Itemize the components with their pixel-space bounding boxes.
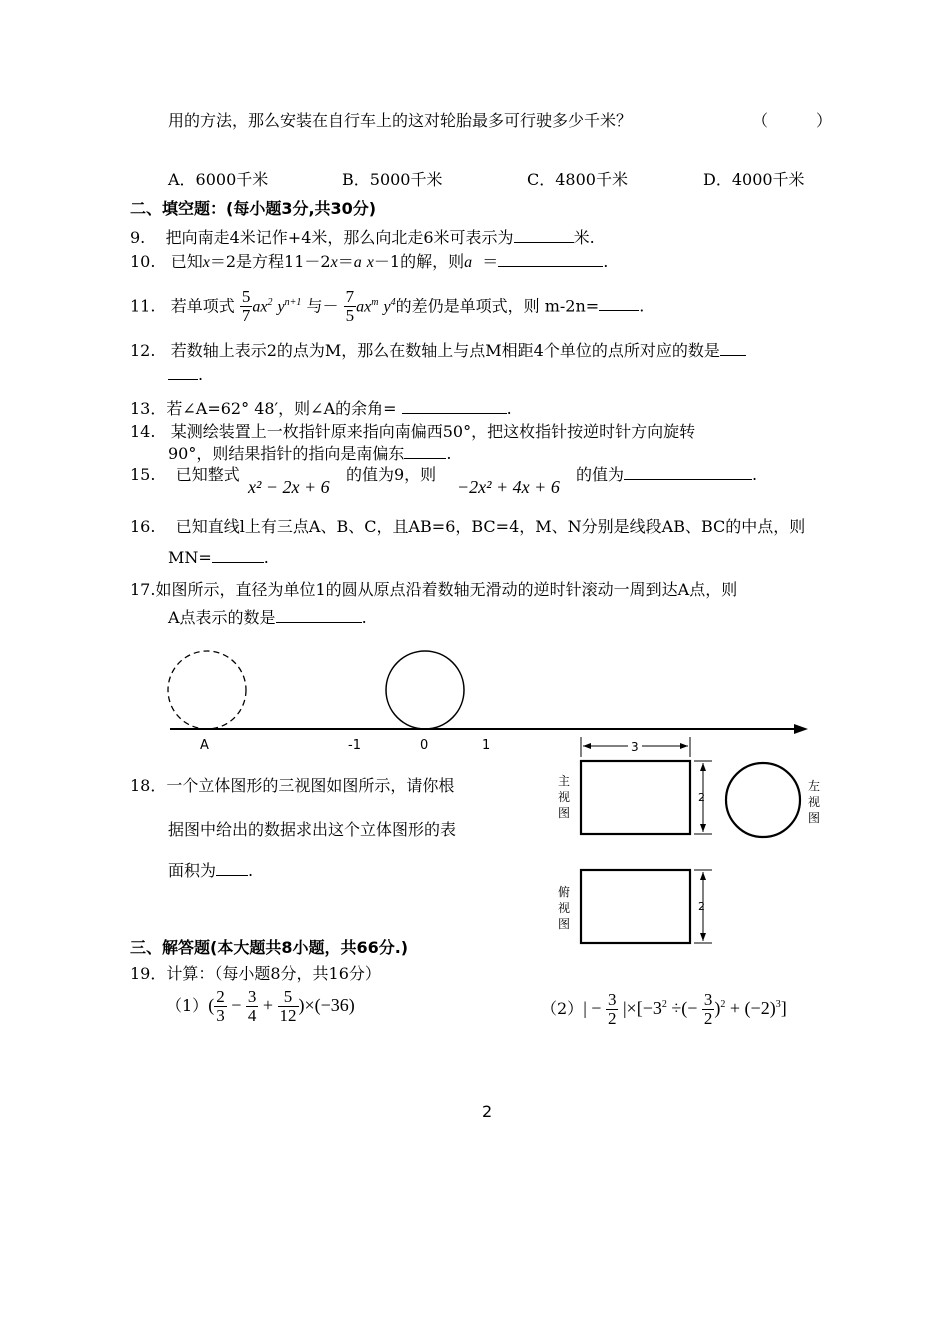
page-number: 2 bbox=[482, 1102, 493, 1121]
q14-number: 14. bbox=[130, 422, 156, 441]
q16-line-1: 已知直线l上有三点A、B、C，且AB=6，BC=4，M、N分别是线段AB、BC的中点，则 bbox=[175, 517, 806, 536]
left-view-label: 左视图 bbox=[808, 779, 821, 825]
q10-var-x: x bbox=[202, 254, 210, 271]
q13-number: 13． bbox=[130, 399, 167, 418]
q18-line-3: 面积为 bbox=[168, 861, 217, 880]
q15-number: 15. bbox=[130, 465, 156, 484]
dim-h2-arrow-top bbox=[700, 872, 706, 880]
q13-text: 若∠A=62° 48′，则∠A的余角= bbox=[166, 399, 402, 418]
q12-text: 若数轴上表示2的点为M，那么在数轴上与点M相距4个单位的点所对应的数是 bbox=[170, 341, 720, 360]
dim-width-arrow-right bbox=[680, 743, 688, 749]
q15-text-2: 的值为9，则 bbox=[346, 465, 437, 484]
q10-var-x3: x bbox=[366, 254, 374, 271]
dim-h2-arrow-bottom bbox=[700, 933, 706, 941]
q10-text-5: ＝ bbox=[482, 252, 499, 271]
q9-text: 把向南走4米记作+4米，那么向北走6米可表示为 bbox=[165, 228, 514, 247]
q18-line-3-row: 面积为 . bbox=[168, 861, 254, 880]
q10-var-a: a bbox=[353, 254, 362, 271]
question-12 bbox=[130, 338, 746, 361]
q19-number: 19． bbox=[130, 964, 167, 983]
q12-blank-b[interactable] bbox=[168, 378, 198, 380]
q10-var-a2: a bbox=[464, 254, 473, 271]
q11-f1-num: 5 bbox=[241, 287, 251, 307]
question-14 bbox=[130, 419, 695, 442]
three-views-figure bbox=[550, 735, 850, 950]
q15-text-1: 已知整式 bbox=[175, 465, 240, 484]
question-13: 13．若∠A=62° 48′，则∠A的余角= . bbox=[130, 399, 512, 418]
frac-5-12: $\frac{5}{12}$ bbox=[279, 987, 297, 1026]
q12-number: 12. bbox=[130, 341, 156, 360]
q19-part-2: （2）| − $\frac{3}{2}$ $|\times[-3^2$ ÷(− $\frac{3}{2}$ )$^2 + (-2)^3$] bbox=[541, 990, 787, 1029]
axis-label-neg1: -1 bbox=[348, 738, 361, 753]
frac-2-3: $\frac{2}{3}$ bbox=[216, 987, 225, 1026]
q14-line-1: 某测绘装置上一枚指针原来指向南偏西50°，把这枚指针按逆时针方向旋转 bbox=[170, 422, 696, 441]
frac-3-2-a: $\frac{3}{2}$ bbox=[607, 990, 617, 1029]
q19-text: 计算：（每小题8分，共16分） bbox=[166, 964, 381, 983]
q12-blank-line: . bbox=[168, 365, 203, 384]
dim-h1-label: 2 bbox=[698, 791, 705, 804]
q11-f2-num: 7 bbox=[345, 287, 355, 307]
dim-h1-arrow-bottom bbox=[700, 824, 706, 832]
q18-number: 18． bbox=[130, 776, 167, 795]
q16-number: 16. bbox=[130, 517, 156, 536]
question-9 bbox=[130, 225, 595, 248]
q16-blank[interactable] bbox=[212, 561, 264, 563]
q11-number: 11. bbox=[130, 296, 156, 316]
left-view-circle bbox=[726, 763, 800, 837]
q10-text-2: ＝2是方程11－2 bbox=[209, 252, 331, 271]
q15-expr-1: x² − 2x + 6 bbox=[248, 477, 330, 497]
question-10: 10. 已知x＝2是方程11－2x＝a x－1的解，则a ＝ . bbox=[130, 252, 609, 271]
frac-3-4: $\frac{3}{4}$ bbox=[247, 987, 257, 1026]
top-view-label: 俯视图 bbox=[558, 885, 571, 931]
dim-h2-label: 2 bbox=[698, 900, 705, 913]
q8-answer-paren: （ ） bbox=[752, 111, 833, 130]
question-11: 11. 若单项式 $\frac{5}{7}$ $ax^2$ $y^{n+1}$ 与－ $\frac{7}{5}$ $ax^m$ $y^4$的差仍是单项式，则 m-2n= . bbox=[130, 287, 645, 326]
axis-label-a: A bbox=[200, 738, 209, 753]
q14-line-2: 90°，则结果指针的指向是南偏东 bbox=[168, 444, 405, 463]
q17-number: 17. bbox=[130, 580, 156, 599]
q8-option-a: A．6000千米 bbox=[168, 170, 269, 189]
axis-label-0: 0 bbox=[420, 738, 429, 753]
q16-line-2-row: MN= . bbox=[168, 548, 269, 567]
q11-blank[interactable] bbox=[599, 309, 639, 311]
question-16 bbox=[130, 514, 805, 537]
question-17 bbox=[130, 577, 737, 600]
q8-option-d: D．4000千米 bbox=[703, 170, 805, 189]
q11-text-2: 与－ bbox=[306, 296, 339, 316]
q11-text-3: 的差仍是单项式，则 m-2n= bbox=[395, 296, 600, 316]
q17-line-1: 如图所示，直径为单位1的圆从原点沿着数轴无滑动的逆时针滚动一周到达A点，则 bbox=[155, 580, 738, 599]
q11-term-ax: ax bbox=[252, 298, 268, 316]
q9-blank[interactable] bbox=[514, 241, 574, 243]
q18-line-2: 据图中给出的数据求出这个立体图形的表 bbox=[168, 820, 457, 839]
q11-exp-4: 4 bbox=[390, 297, 396, 308]
q11-text-1: 若单项式 bbox=[170, 296, 235, 316]
dim-h1-arrow-top bbox=[700, 763, 706, 771]
front-view-rect bbox=[581, 761, 690, 834]
solid-circle bbox=[386, 651, 464, 729]
q17-line-2: A点表示的数是 bbox=[168, 608, 276, 627]
q18-blank[interactable] bbox=[216, 874, 248, 876]
q11-exp-3: m bbox=[371, 297, 379, 308]
q11-exp-2: n+1 bbox=[284, 297, 302, 308]
q14-line-2-row: 90°，则结果指针的指向是南偏东 . bbox=[168, 444, 452, 463]
q10-text-1: 已知 bbox=[170, 252, 203, 271]
q11-fraction-1 bbox=[240, 288, 253, 325]
question-18 bbox=[130, 773, 454, 796]
section-2-heading: 二、填空题：(每小题3分,共30分) bbox=[130, 199, 377, 218]
q8-option-b: B．5000千米 bbox=[342, 170, 443, 189]
front-view-label: 主视图 bbox=[558, 774, 571, 820]
axis-label-1: 1 bbox=[482, 738, 491, 753]
q10-text-4: －1的解，则 bbox=[373, 252, 465, 271]
q10-text-3: ＝ bbox=[337, 252, 354, 271]
dashed-circle bbox=[168, 651, 246, 729]
q18-line-1: 一个立体图形的三视图如图所示，请你根 bbox=[166, 776, 455, 795]
q8-option-c: C．4800千米 bbox=[527, 170, 628, 189]
q11-exp-1: 2 bbox=[267, 297, 273, 308]
q19-part-2-label: （2） bbox=[541, 999, 584, 1018]
q11-f2-den: 5 bbox=[345, 306, 355, 326]
q10-var-x2: x bbox=[330, 254, 338, 271]
dim-width-label: 3 bbox=[631, 740, 639, 754]
q12-blank-a[interactable] bbox=[720, 354, 746, 356]
q16-line-2: MN= bbox=[168, 548, 212, 567]
question-15 bbox=[130, 462, 240, 485]
q11-fraction-2 bbox=[344, 288, 357, 325]
q19-part-1-label: （1） bbox=[166, 996, 209, 1015]
q11-term-y: y bbox=[277, 298, 285, 316]
q14-blank[interactable] bbox=[404, 457, 446, 459]
section-3-heading: 三、解答题(本大题共8小题，共66分.) bbox=[130, 938, 409, 957]
dim-width-arrow-left bbox=[583, 743, 591, 749]
q9-number: 9. bbox=[130, 228, 146, 247]
q9-unit: 米. bbox=[573, 228, 595, 247]
q15-text-3: 的值为 bbox=[576, 465, 625, 484]
q10-blank[interactable] bbox=[498, 265, 603, 267]
question-19 bbox=[130, 961, 381, 984]
q11-f1-den: 7 bbox=[241, 306, 251, 326]
q15-tail: 的值为 . bbox=[576, 465, 758, 484]
frac-3-2-b: $\frac{3}{2}$ bbox=[703, 990, 713, 1029]
q11-term-ax2: ax bbox=[356, 298, 372, 316]
q11-term-y2: y bbox=[383, 298, 391, 316]
q8-continuation: 用的方法，那么安装在自行车上的这对轮胎最多可行驶多少千米？ bbox=[168, 111, 633, 130]
q19-part-1: （1）( $\frac{2}{3}$ − $\frac{3}{4}$ + $\frac{5}{12}$ )×(−36) bbox=[166, 987, 355, 1026]
axis-arrow bbox=[794, 724, 808, 734]
q15-expr-2: −2x² + 4x + 6 bbox=[457, 477, 560, 497]
q10-number: 10. bbox=[130, 252, 156, 271]
top-view-rect bbox=[581, 870, 690, 943]
q17-line-2-row: A点表示的数是 . bbox=[168, 608, 367, 627]
q17-blank[interactable] bbox=[276, 621, 362, 623]
q13-blank[interactable] bbox=[402, 412, 507, 414]
q15-blank[interactable] bbox=[624, 478, 752, 480]
